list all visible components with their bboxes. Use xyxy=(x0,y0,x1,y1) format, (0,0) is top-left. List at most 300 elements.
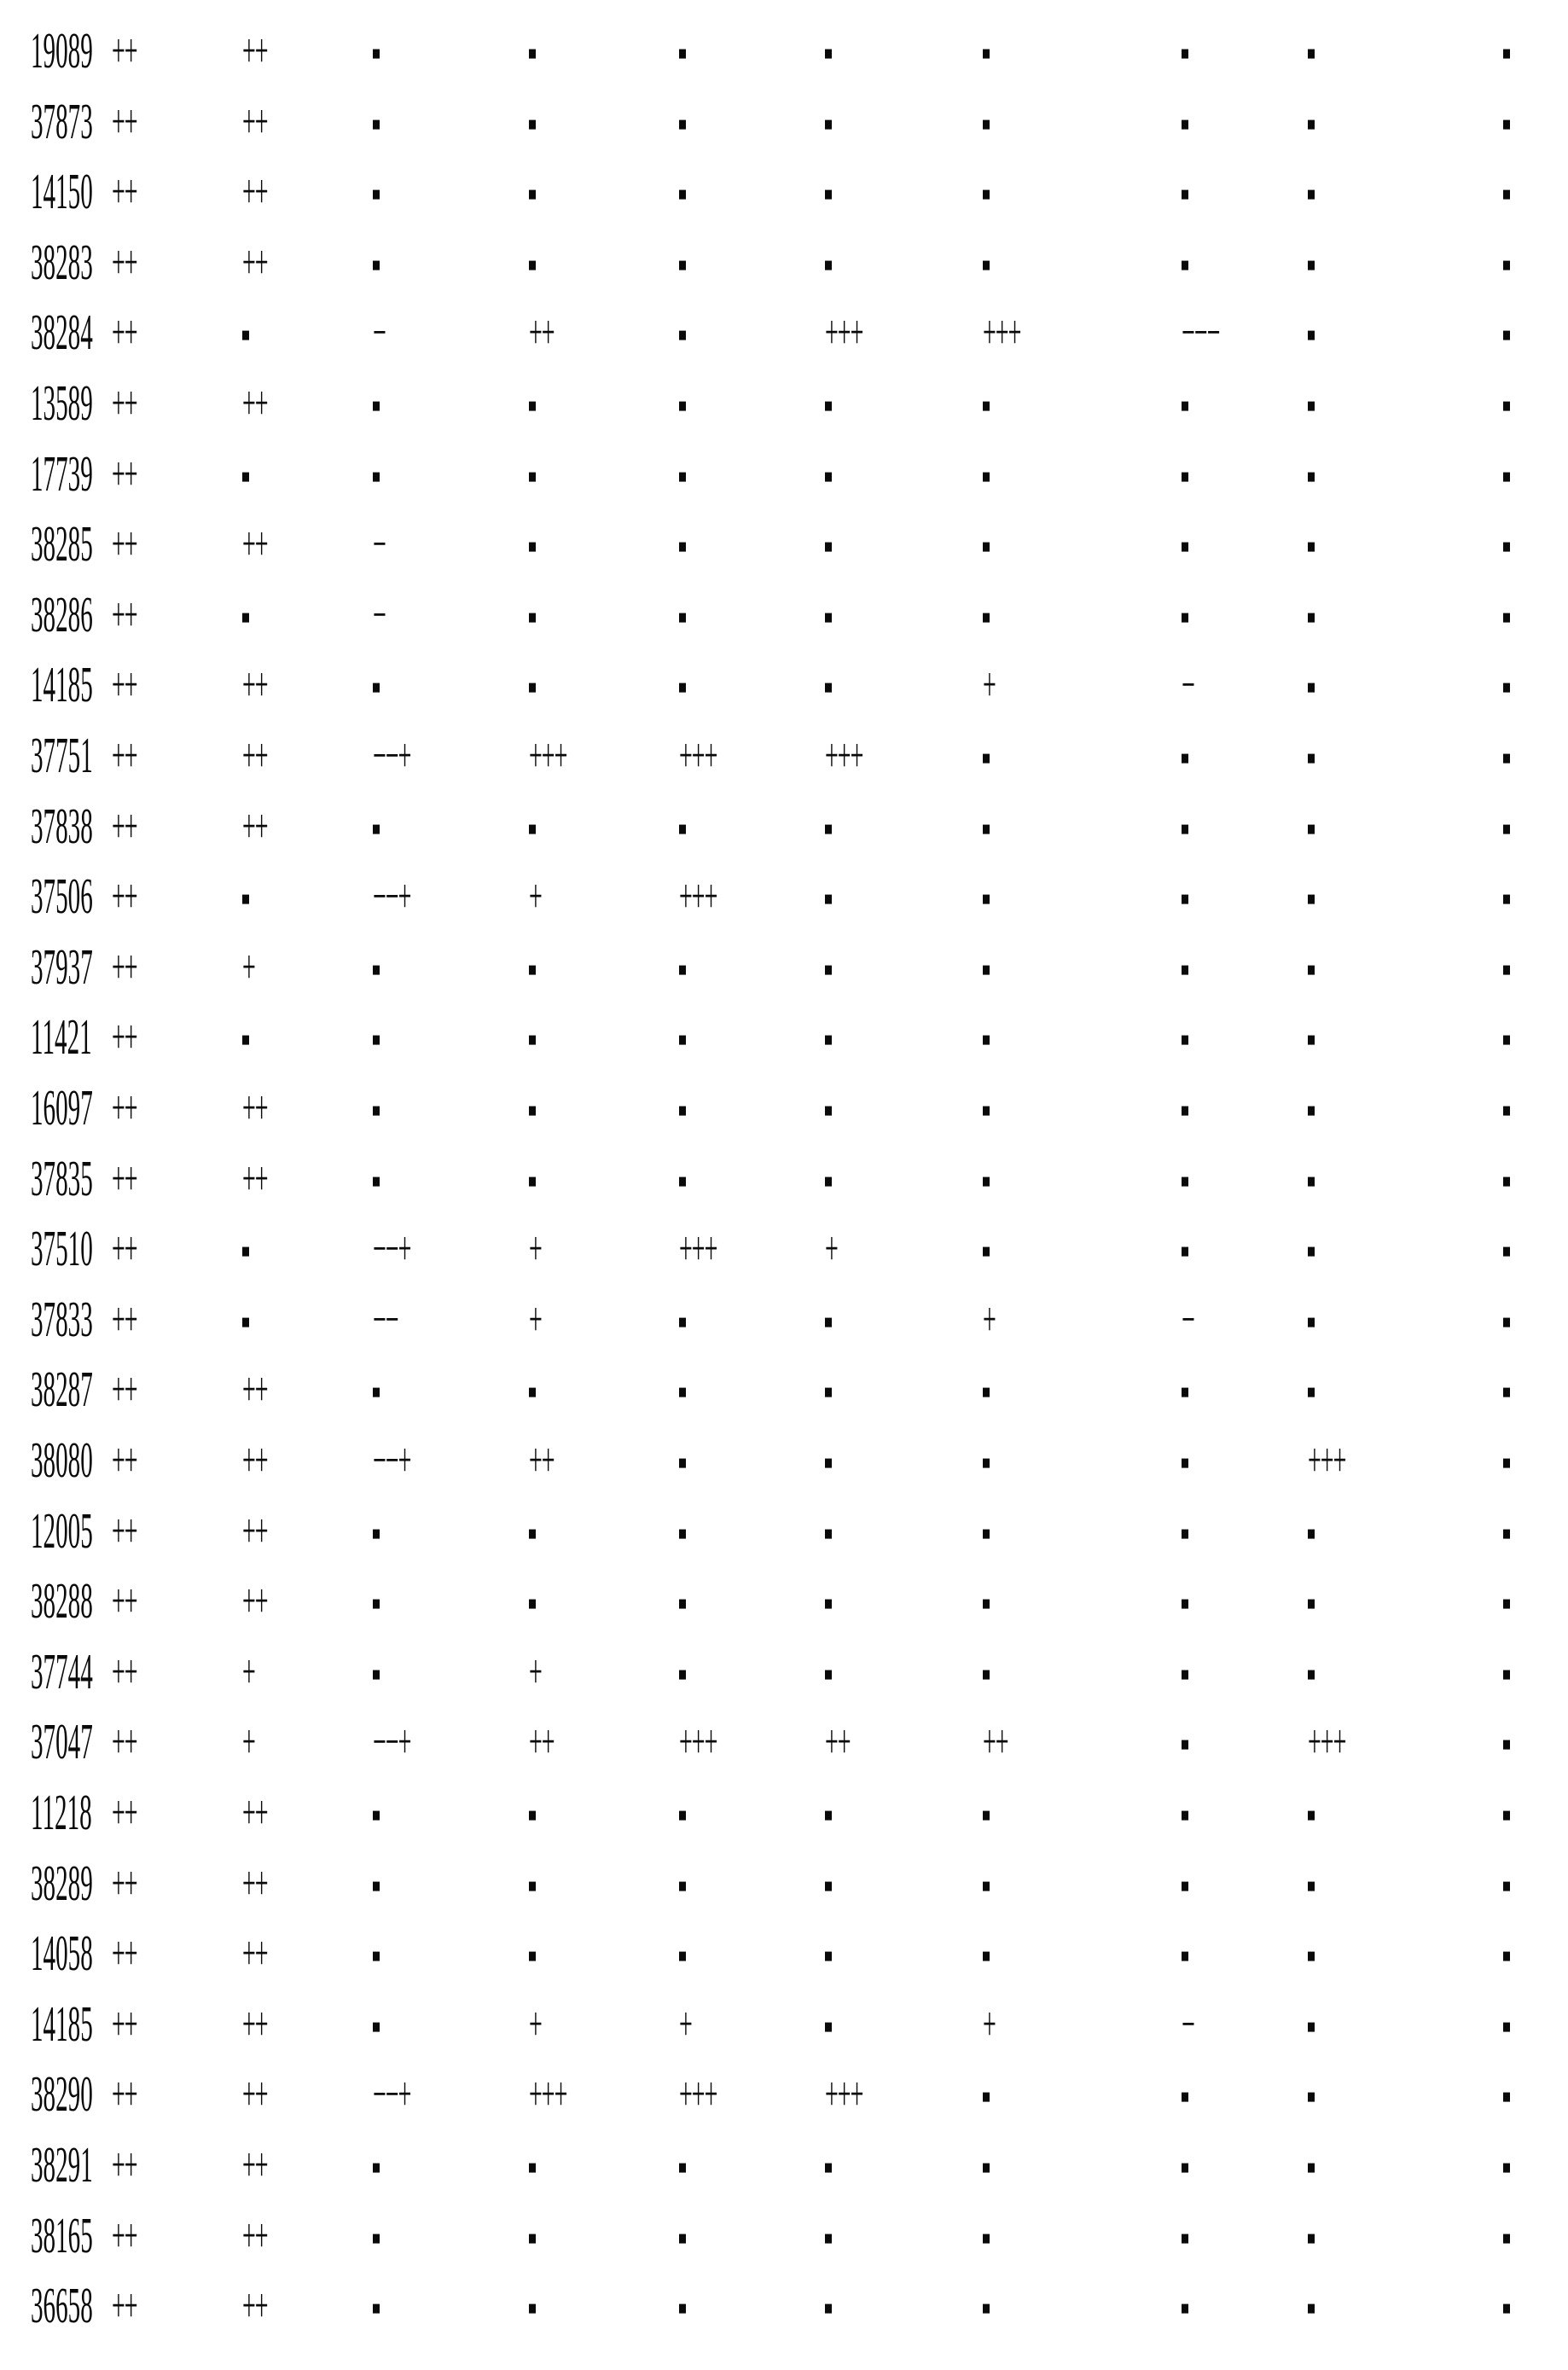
score-symbol: ++ xyxy=(112,1433,137,1487)
row-id: 37047 xyxy=(31,1714,93,1771)
score-symbol: ++ xyxy=(112,1152,137,1205)
dot-symbol xyxy=(983,613,990,622)
score-symbol: ++ xyxy=(112,447,137,501)
row-id: 12005 xyxy=(31,1502,93,1560)
score-symbol: ++ xyxy=(112,1926,137,1980)
row-id: 19089 xyxy=(31,22,93,79)
dot-symbol xyxy=(1182,402,1188,411)
dot-symbol xyxy=(529,683,536,693)
dot-symbol xyxy=(1503,1317,1510,1327)
dot-symbol xyxy=(679,613,686,622)
dot-symbol xyxy=(1503,1740,1510,1750)
score-symbol: ++ xyxy=(242,24,268,78)
dot-symbol xyxy=(529,472,536,481)
dot-symbol xyxy=(983,1036,990,1045)
row-id: 37838 xyxy=(31,798,93,855)
dot-symbol xyxy=(825,543,832,552)
dot-symbol xyxy=(1503,190,1510,200)
dot-symbol xyxy=(825,1670,832,1679)
score-symbol: ++ xyxy=(112,1786,137,1839)
score-symbol: ++ xyxy=(242,799,268,853)
dot-symbol xyxy=(983,1670,990,1679)
score-symbol: ++ xyxy=(112,1574,137,1628)
score-symbol: +++ xyxy=(529,729,567,782)
dot-symbol xyxy=(983,1107,990,1116)
table-row xyxy=(0,440,1568,512)
table-row xyxy=(0,229,1568,300)
score-symbol: +++ xyxy=(679,729,717,782)
dot-symbol xyxy=(1308,331,1315,340)
dot-symbol xyxy=(679,119,686,129)
dot-symbol xyxy=(1308,1247,1315,1257)
dot-symbol xyxy=(529,1176,536,1186)
score-symbol: ++ xyxy=(112,729,137,782)
score-symbol: +++ xyxy=(679,1716,717,1769)
dot-symbol xyxy=(1308,1036,1315,1045)
dot-symbol xyxy=(1182,1107,1188,1116)
dot-symbol xyxy=(1182,895,1188,904)
dot-symbol xyxy=(1308,824,1315,834)
table-row xyxy=(0,1426,1568,1498)
dot-symbol xyxy=(529,2304,536,2314)
score-symbol: ++ xyxy=(242,2138,268,2192)
score-symbol: ++ xyxy=(112,306,137,360)
dot-symbol xyxy=(1503,331,1510,340)
score-symbol: − xyxy=(1182,1292,1194,1346)
dot-symbol xyxy=(1182,2304,1188,2314)
dot-symbol xyxy=(529,260,536,270)
row-id: 37506 xyxy=(31,868,93,925)
dot-symbol xyxy=(1503,1952,1510,1961)
dot-symbol xyxy=(679,1036,686,1045)
table-row xyxy=(0,1920,1568,1991)
dot-symbol xyxy=(242,1317,249,1327)
dot-symbol xyxy=(825,2233,832,2243)
dot-symbol xyxy=(679,1952,686,1961)
dot-symbol xyxy=(529,2233,536,2243)
dot-symbol xyxy=(1503,2093,1510,2102)
table-row xyxy=(0,1074,1568,1146)
table-row xyxy=(0,722,1568,793)
row-id: 38286 xyxy=(31,586,93,643)
dot-symbol xyxy=(679,1459,686,1468)
dot-symbol xyxy=(1503,2022,1510,2031)
dot-symbol xyxy=(242,472,249,481)
dot-symbol xyxy=(1182,754,1188,764)
dot-symbol xyxy=(679,1881,686,1891)
dot-symbol xyxy=(825,824,832,834)
table-row xyxy=(0,88,1568,160)
score-symbol: ++ xyxy=(112,799,137,853)
row-id: 38290 xyxy=(31,2066,93,2123)
dot-symbol xyxy=(825,1881,832,1891)
row-id: 38165 xyxy=(31,2207,93,2264)
score-symbol: + xyxy=(242,940,255,994)
dot-symbol xyxy=(373,1600,380,1609)
dot-symbol xyxy=(825,2022,832,2031)
dot-symbol xyxy=(1182,1247,1188,1257)
dot-symbol xyxy=(1503,754,1510,764)
score-symbol: ++ xyxy=(242,95,268,148)
score-symbol: + xyxy=(529,1645,542,1699)
score-symbol: + xyxy=(242,1645,255,1699)
dot-symbol xyxy=(825,1952,832,1961)
score-symbol: + xyxy=(529,1997,542,2051)
row-id: 37744 xyxy=(31,1643,93,1700)
score-symbol: −−+ xyxy=(373,869,411,923)
score-symbol: + xyxy=(679,1997,692,2051)
table-row xyxy=(0,1567,1568,1639)
table-row xyxy=(0,1779,1568,1850)
dot-symbol xyxy=(679,1529,686,1538)
dot-symbol xyxy=(1308,2093,1315,2102)
dot-symbol xyxy=(1182,1388,1188,1397)
table-row xyxy=(0,1708,1568,1780)
dot-symbol xyxy=(983,472,990,481)
row-id: 11218 xyxy=(31,1784,92,1841)
dot-symbol xyxy=(983,2164,990,2173)
dot-symbol xyxy=(1308,260,1315,270)
dot-symbol xyxy=(529,1952,536,1961)
dot-symbol xyxy=(529,119,536,129)
score-symbol: +++ xyxy=(983,306,1021,360)
dot-symbol xyxy=(529,1881,536,1891)
dot-symbol xyxy=(679,472,686,481)
dot-symbol xyxy=(983,965,990,974)
dot-symbol xyxy=(1503,402,1510,411)
dot-symbol xyxy=(373,402,380,411)
dot-symbol xyxy=(1503,683,1510,693)
dot-symbol xyxy=(1308,965,1315,974)
table-row xyxy=(0,793,1568,864)
dot-symbol xyxy=(1182,1600,1188,1609)
dot-symbol xyxy=(1308,2304,1315,2314)
row-id: 14150 xyxy=(31,164,93,220)
dot-symbol xyxy=(242,331,249,340)
dot-symbol xyxy=(1308,402,1315,411)
table-row xyxy=(0,581,1568,653)
score-symbol: ++ xyxy=(242,2279,268,2332)
dot-symbol xyxy=(373,2164,380,2173)
dot-symbol xyxy=(1503,613,1510,622)
dot-symbol xyxy=(1308,1670,1315,1679)
dot-symbol xyxy=(1182,824,1188,834)
score-symbol: ++ xyxy=(242,376,268,430)
dot-symbol xyxy=(1503,1811,1510,1821)
score-symbol: ++ xyxy=(242,659,268,712)
dot-symbol xyxy=(983,1459,990,1468)
dot-symbol xyxy=(983,1952,990,1961)
dot-symbol xyxy=(983,824,990,834)
dot-symbol xyxy=(679,190,686,200)
row-id: 14185 xyxy=(31,657,93,714)
row-id: 13589 xyxy=(31,375,93,432)
score-symbol: ++ xyxy=(112,659,137,712)
dot-symbol xyxy=(529,190,536,200)
dot-symbol xyxy=(373,1176,380,1186)
row-id: 11421 xyxy=(31,1009,92,1066)
dot-symbol xyxy=(1182,119,1188,129)
row-id: 38289 xyxy=(31,1855,93,1912)
dot-symbol xyxy=(1182,1952,1188,1961)
dot-symbol xyxy=(679,1317,686,1327)
dot-symbol xyxy=(679,1388,686,1397)
dot-symbol xyxy=(1308,190,1315,200)
dot-symbol xyxy=(1503,543,1510,552)
score-symbol: ++ xyxy=(242,2209,268,2263)
dot-symbol xyxy=(373,2022,380,2031)
score-symbol: −−+ xyxy=(373,1433,411,1487)
dot-symbol xyxy=(373,1107,380,1116)
dot-symbol xyxy=(1182,613,1188,622)
score-symbol: + xyxy=(529,869,542,923)
score-symbol: +++ xyxy=(825,306,863,360)
table-row xyxy=(0,2060,1568,2132)
dot-symbol xyxy=(983,1811,990,1821)
dot-symbol xyxy=(1182,1811,1188,1821)
score-symbol: ++ xyxy=(112,1997,137,2051)
row-id: 38284 xyxy=(31,305,93,362)
dot-symbol xyxy=(1503,260,1510,270)
row-id: 38287 xyxy=(31,1362,93,1419)
row-id: 37510 xyxy=(31,1221,93,1277)
row-id: 38285 xyxy=(31,516,93,572)
dot-symbol xyxy=(983,402,990,411)
score-symbol: ++ xyxy=(112,2138,137,2192)
dot-symbol xyxy=(242,1247,249,1257)
dot-symbol xyxy=(825,1811,832,1821)
dot-symbol xyxy=(679,402,686,411)
score-symbol: +++ xyxy=(529,2068,567,2122)
dot-symbol xyxy=(825,49,832,59)
row-id: 16097 xyxy=(31,1079,93,1136)
score-symbol: ++ xyxy=(112,517,137,571)
dot-symbol xyxy=(1503,2233,1510,2243)
dot-symbol xyxy=(679,1600,686,1609)
dot-symbol xyxy=(983,1176,990,1186)
table-row xyxy=(0,1638,1568,1710)
dot-symbol xyxy=(983,2233,990,2243)
score-symbol: + xyxy=(529,1292,542,1346)
dot-symbol xyxy=(1308,754,1315,764)
dot-symbol xyxy=(1308,119,1315,129)
dot-symbol xyxy=(1503,1388,1510,1397)
score-symbol: −−+ xyxy=(373,1222,411,1275)
score-symbol: − xyxy=(1182,1997,1194,2051)
dot-symbol xyxy=(679,1176,686,1186)
score-symbol: ++ xyxy=(112,940,137,994)
dot-symbol xyxy=(1308,1600,1315,1609)
dot-symbol xyxy=(1308,1811,1315,1821)
dot-symbol xyxy=(242,613,249,622)
score-symbol: − xyxy=(373,517,386,571)
dot-symbol xyxy=(242,895,249,904)
dot-symbol xyxy=(529,1388,536,1397)
dot-symbol xyxy=(242,1036,249,1045)
score-symbol: ++ xyxy=(242,729,268,782)
dot-symbol xyxy=(1503,1247,1510,1257)
dot-symbol xyxy=(1182,2233,1188,2243)
score-symbol: + xyxy=(983,1997,996,2051)
dot-symbol xyxy=(1308,1317,1315,1327)
dot-symbol xyxy=(679,683,686,693)
score-symbol: ++ xyxy=(242,517,268,571)
dot-symbol xyxy=(825,119,832,129)
dot-symbol xyxy=(679,1670,686,1679)
dot-symbol xyxy=(373,1811,380,1821)
dot-symbol xyxy=(1308,472,1315,481)
dot-symbol xyxy=(1503,1600,1510,1609)
score-symbol: +++ xyxy=(825,2068,863,2122)
table-row xyxy=(0,933,1568,1005)
dot-symbol xyxy=(825,1529,832,1538)
dot-symbol xyxy=(983,754,990,764)
score-symbol: ++ xyxy=(112,2209,137,2263)
score-symbol: + xyxy=(529,1222,542,1275)
score-symbol: ++ xyxy=(112,1222,137,1275)
table-row xyxy=(0,369,1568,441)
dot-symbol xyxy=(1182,1459,1188,1468)
score-symbol: ++ xyxy=(242,1574,268,1628)
score-symbol: +++ xyxy=(679,2068,717,2122)
dot-symbol xyxy=(825,1176,832,1186)
table-row xyxy=(0,1356,1568,1427)
score-symbol: ++ xyxy=(112,588,137,642)
score-symbol: ++ xyxy=(112,1292,137,1346)
score-symbol: + xyxy=(983,1292,996,1346)
score-symbol: +++ xyxy=(679,869,717,923)
dot-symbol xyxy=(825,2164,832,2173)
score-symbol: ++ xyxy=(112,2068,137,2122)
row-id: 38291 xyxy=(31,2136,93,2193)
score-symbol: ++ xyxy=(242,1363,268,1417)
dot-symbol xyxy=(983,1881,990,1891)
dot-symbol xyxy=(825,1107,832,1116)
dot-symbol xyxy=(1182,2164,1188,2173)
dot-symbol xyxy=(529,1811,536,1821)
dot-symbol xyxy=(983,119,990,129)
score-symbol: +++ xyxy=(679,1222,717,1275)
row-id: 14185 xyxy=(31,1995,93,2053)
dot-symbol xyxy=(983,1388,990,1397)
table-row xyxy=(0,1850,1568,1921)
dot-symbol xyxy=(983,2093,990,2102)
table-row xyxy=(0,651,1568,723)
dot-symbol xyxy=(1308,683,1315,693)
dot-symbol xyxy=(529,1036,536,1045)
score-symbol: ++ xyxy=(529,1433,555,1487)
score-symbol: −−+ xyxy=(373,729,411,782)
score-symbol: ++ xyxy=(112,1011,137,1065)
dot-symbol xyxy=(1182,472,1188,481)
dot-symbol xyxy=(529,1529,536,1538)
dot-symbol xyxy=(983,1529,990,1538)
dot-symbol xyxy=(373,1670,380,1679)
dot-symbol xyxy=(529,824,536,834)
score-symbol: ++ xyxy=(112,95,137,148)
score-symbol: ++ xyxy=(112,1081,137,1135)
dot-symbol xyxy=(825,1600,832,1609)
score-symbol: ++ xyxy=(529,306,555,360)
table-row xyxy=(0,299,1568,370)
dot-symbol xyxy=(825,1317,832,1327)
dot-symbol xyxy=(1182,1670,1188,1679)
dot-symbol xyxy=(373,1952,380,1961)
dot-symbol xyxy=(825,402,832,411)
score-symbol: +++ xyxy=(1308,1716,1346,1769)
score-symbol: ++ xyxy=(112,869,137,923)
dot-symbol xyxy=(825,613,832,622)
table-row xyxy=(0,2202,1568,2274)
score-symbol: ++ xyxy=(242,1504,268,1558)
dot-symbol xyxy=(679,2164,686,2173)
table-row xyxy=(0,1003,1568,1075)
dot-symbol xyxy=(1308,1529,1315,1538)
score-symbol: +++ xyxy=(1308,1433,1346,1487)
dot-symbol xyxy=(825,1388,832,1397)
dot-symbol xyxy=(1308,895,1315,904)
dot-symbol xyxy=(529,543,536,552)
dot-symbol xyxy=(373,472,380,481)
dot-symbol xyxy=(983,2304,990,2314)
dot-symbol xyxy=(1308,1952,1315,1961)
score-symbol: ++ xyxy=(242,1997,268,2051)
dot-symbol xyxy=(983,190,990,200)
dot-symbol xyxy=(1503,1459,1510,1468)
dot-symbol xyxy=(1503,1036,1510,1045)
dot-symbol xyxy=(1503,1881,1510,1891)
score-symbol: ++ xyxy=(112,2279,137,2332)
row-id: 36658 xyxy=(31,2278,93,2334)
score-symbol: ++ xyxy=(825,1716,851,1769)
row-id: 38283 xyxy=(31,234,93,291)
dot-symbol xyxy=(529,965,536,974)
table-row xyxy=(0,863,1568,934)
row-id: 37937 xyxy=(31,938,93,996)
dot-symbol xyxy=(1308,1176,1315,1186)
dot-symbol xyxy=(1182,49,1188,59)
dot-symbol xyxy=(529,2164,536,2173)
dot-symbol xyxy=(373,119,380,129)
score-symbol: + xyxy=(983,659,996,712)
dot-symbol xyxy=(983,1600,990,1609)
dot-symbol xyxy=(825,1036,832,1045)
dot-symbol xyxy=(679,543,686,552)
dot-symbol xyxy=(373,2304,380,2314)
dot-symbol xyxy=(825,2304,832,2314)
dot-symbol xyxy=(373,1529,380,1538)
dot-symbol xyxy=(1308,613,1315,622)
dot-symbol xyxy=(1182,965,1188,974)
score-symbol: ++ xyxy=(112,165,137,218)
row-id: 37873 xyxy=(31,93,93,150)
score-symbol: ++ xyxy=(112,1504,137,1558)
dot-symbol xyxy=(529,402,536,411)
dot-symbol xyxy=(1503,1176,1510,1186)
dot-symbol xyxy=(529,49,536,59)
dot-symbol xyxy=(1182,1740,1188,1750)
score-symbol: ++ xyxy=(242,1081,268,1135)
dot-symbol xyxy=(1503,965,1510,974)
dot-symbol xyxy=(1503,472,1510,481)
score-symbol: −−− xyxy=(1182,306,1220,360)
dot-symbol xyxy=(1182,2093,1188,2102)
dot-symbol xyxy=(679,1107,686,1116)
dot-symbol xyxy=(1308,49,1315,59)
dot-symbol xyxy=(983,1247,990,1257)
dot-symbol xyxy=(1503,1670,1510,1679)
dot-symbol xyxy=(373,824,380,834)
